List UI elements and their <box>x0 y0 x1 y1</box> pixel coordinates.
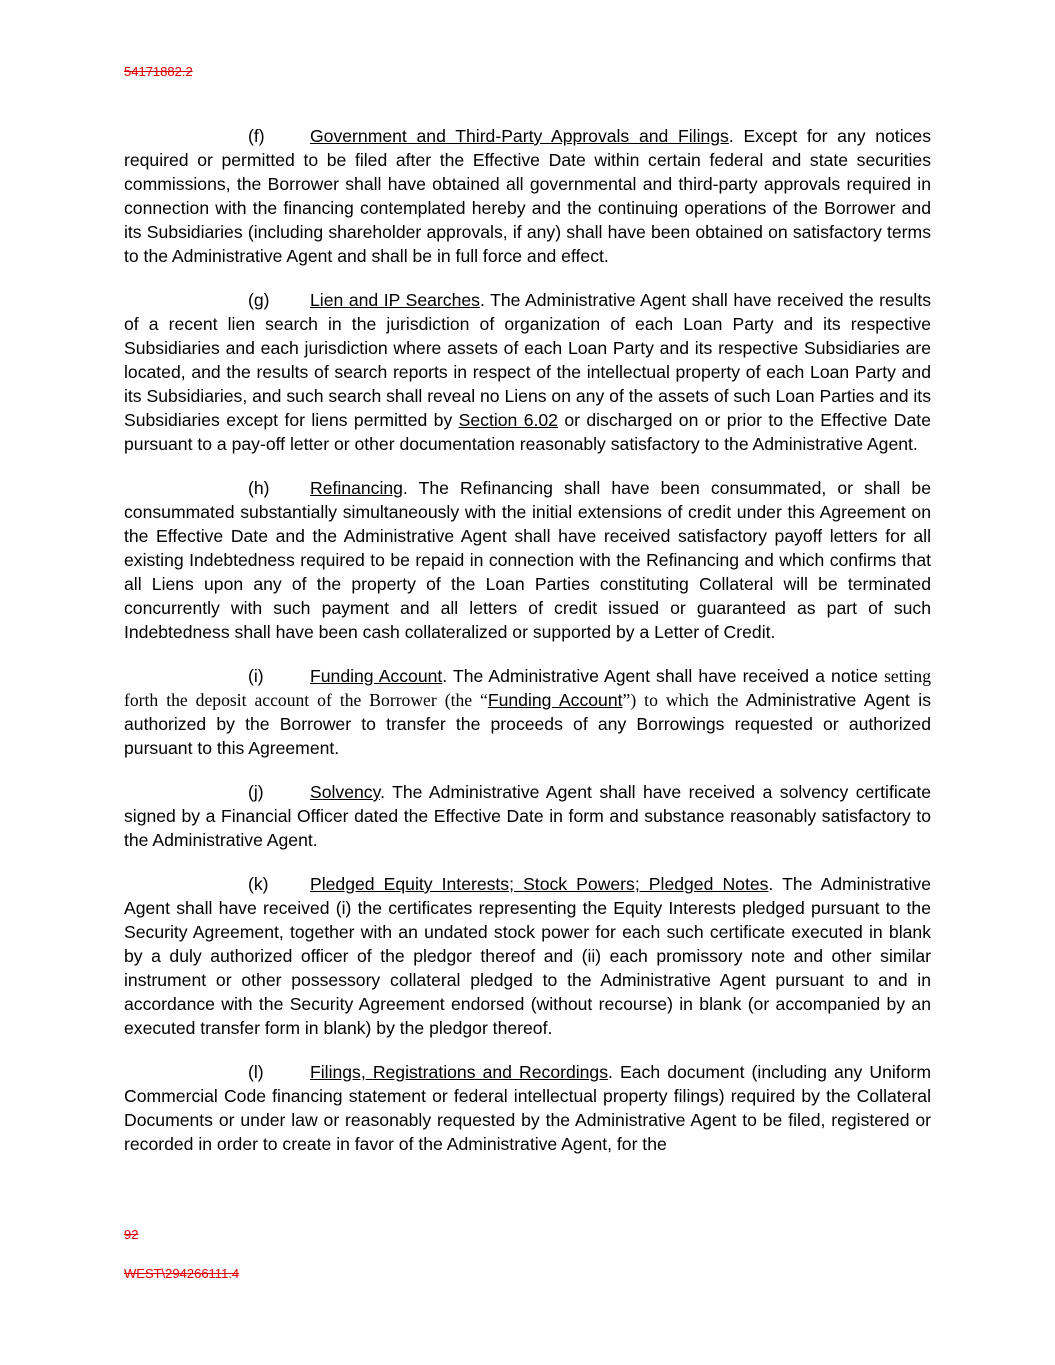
paragraph-g <box>124 288 931 456</box>
paragraph-k <box>124 872 931 1040</box>
paragraph-text: . The Administrative Agent shall have received (i) the certificates representing the Equity Interests pledged pursuant to the Security Agreement, together with an undated stock power for each such certificate executed in blank by a duly authorized officer of the pledgor thereof and (ii) each promissory note and other similar instrument or other possessory collateral pledged to the Administrative Agent pursuant to and in accordance with the Security Agreement endorsed (without recourse) in blank (or accompanied by an executed transfer form in blank) by the pledgor thereof. <box>124 874 931 1038</box>
paragraph-i <box>124 664 931 760</box>
paragraph-heading: Filings, Registrations and Recordings <box>310 1062 609 1082</box>
paragraph-f <box>124 124 931 268</box>
paragraph-text: . The Administrative Agent shall have received the results of a recent lien search in the jurisdiction of organization of each Loan Party and its respective Subsidiaries and each jurisdiction where assets of each Loan Party and its respective Subsidiaries are located, and the results of search reports in respect of the intellectual property of each Loan Party and its Subsidiaries, and such search shall reveal no Liens on any of the assets of such Loan Parties and its Subsidiaries except for liens permitted by <box>124 290 931 430</box>
paragraph-heading: Lien and IP Searches <box>310 290 480 310</box>
document-body <box>124 124 931 1176</box>
paragraph-heading: Pledged Equity Interests; Stock Powers; Pledged Notes <box>310 874 769 894</box>
page-number: 92 <box>124 1227 139 1242</box>
section-reference: Section 6.02 <box>458 410 558 430</box>
paragraph-label: (f) <box>248 126 265 146</box>
paragraph-label: (g) <box>248 290 270 310</box>
paragraph-text: . The Administrative Agent shall have received a solvency certificate signed by a Financial Officer dated the Effective Date in form and substance reasonably satisfactory to the Administrative Agent. <box>124 782 931 850</box>
header-doc-id: 54171882.2 <box>124 64 193 79</box>
paragraph-text: or discharged on or prior to the Effective Date pursuant to a pay-off letter or other documentation reasonably satisfactory to the Administrative Agent. <box>124 410 931 454</box>
paragraph-text: . Each document (including any Uniform Commercial Code financing statement or federal intellectual property filings) required by the Collateral Documents or under law or reasonably requested by the Administrative Agent to be filed, registered or recorded in order to create in favor of the Administrative Agent, for the <box>124 1062 931 1154</box>
paragraph-text: Administrative Agent is authorized by the Borrower to transfer the proceeds of any Borrowings requested or authorized pursuant to this Agreement. <box>124 690 932 758</box>
paragraph-text: . The Administrative Agent shall have received a notice <box>442 666 885 686</box>
paragraph-label: (j) <box>248 782 264 802</box>
paragraph-label: (h) <box>248 478 270 498</box>
paragraph-heading: Funding Account <box>310 666 443 686</box>
paragraph-text-serif: ”) to which the <box>622 690 739 710</box>
paragraph-text: . The Refinancing shall have been consummated, or shall be consummated substantially simultaneously with the initial extensions of credit under this Agreement on the Effective Date and the Administrative Agent shall have received satisfactory payoff letters for all existing Indebtedness required to be repaid in connection with the Refinancing and which confirms that all Liens upon any of the property of the Loan Parties constituting Collateral will be terminated concurrently with such payment and all letters of credit issued or guaranteed as part of such Indebtedness shall have been cash collateralized or supported by a Letter of Credit. <box>124 478 931 642</box>
defined-term: Funding Account <box>487 690 623 710</box>
paragraph-heading: Government and Third-Party Approvals and Filings <box>310 126 729 146</box>
paragraph-heading: Solvency <box>310 782 381 802</box>
paragraph-h <box>124 476 931 644</box>
paragraph-label: (k) <box>248 874 269 894</box>
paragraph-label: (l) <box>248 1062 264 1082</box>
footer-doc-id: WEST\294266111.4 <box>124 1266 240 1281</box>
paragraph-j <box>124 780 931 852</box>
paragraph-l <box>124 1060 931 1156</box>
paragraph-heading: Refinancing <box>310 478 403 498</box>
paragraph-label: (i) <box>248 666 264 686</box>
paragraph-text-serif: setting forth the deposit account of the Borrower (the “ <box>124 666 931 710</box>
paragraph-text: . Except for any notices required or permitted to be filed after the Effective Date within certain federal and state securities commissions, the Borrower shall have obtained all governmental and third-party approvals required in connection with the financing contemplated hereby and the continuing operations of the Borrower and its Subsidiaries (including shareholder approvals, if any) shall have been obtained on satisfactory terms to the Administrative Agent and shall be in full force and effect. <box>124 126 931 266</box>
